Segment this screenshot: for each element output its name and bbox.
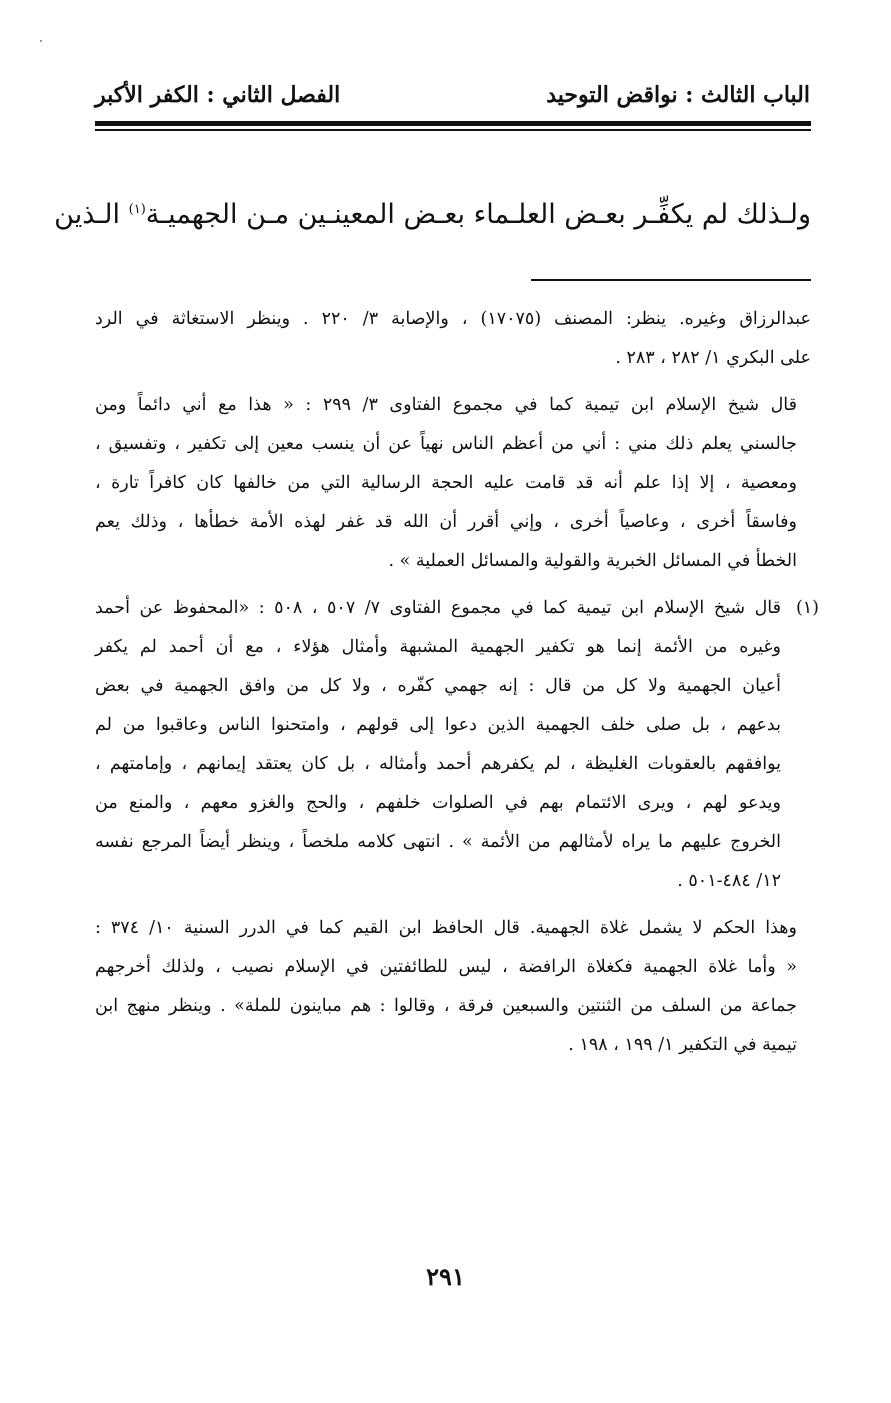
footnote-line: وفاسقاً أخرى ، وعاصياً أخرى ، وإني أقرر أن الله قد غفر لهذه الأمة خطأها ، وذلك يعم xyxy=(95,512,797,532)
footnote-line: وغيره من الأئمة إنما هو تكفير الجهمية المشبهة وأمثال هؤلاء ، مع أن أحمد لم يكفر xyxy=(95,637,781,657)
header-rule-thick xyxy=(95,121,811,126)
footnote-line: قال شيخ الإسلام ابن تيمية كما في مجموع الفتاوى ٣/ ٢٩٩ : « هذا مع أني دائماً ومن xyxy=(95,395,797,415)
main-text: ولـذلك لم يكفِّـر بعـض العلـماء بعـض المعينـين مـن الجهميـة xyxy=(145,199,811,230)
footnote-line: عبدالرزاق وغيره. ينظر: المصنف (١٧٠٧٥) ، والإصابة ٣/ ٢٢٠ . وينظر الاستغاثة في الرد xyxy=(95,309,811,329)
footnote-line: على البكري ١/ ٢٨٢ ، ٢٨٣ . xyxy=(615,348,811,368)
footnote-number: (١) xyxy=(795,598,819,618)
footnote-line: جالسني يعلم ذلك مني : أني من أعظم الناس نهياً عن أن ينسب معين إلى تكفير ، وتفسيق ، xyxy=(95,434,797,454)
running-header xyxy=(95,82,810,118)
chapter-title: الباب الثالث : نواقض التوحيد xyxy=(546,82,810,108)
footnote-1-body xyxy=(95,589,781,901)
footnote-line: ومعصية ، إلا إذا علم أنه قد قامت عليه الحجة الرسالية التي من خالفها كان كافراً تارة ، xyxy=(95,473,797,493)
header-rule-thin xyxy=(95,129,811,131)
footnote-1 xyxy=(95,589,819,901)
footnote-reference: (١) xyxy=(128,202,146,217)
footnote-separator xyxy=(531,279,811,281)
footnote-line: جماعة من السلف من الثنتين والسبعين فرقة ، وقالوا : هم مباينون للملة» . وينظر منهج ابن xyxy=(95,996,797,1016)
footnote-line: تيمية في التكفير ١/ ١٩٩ ، ١٩٨ . xyxy=(568,1035,797,1055)
footnote-line: ١٢/ ٤٨٤-٥٠١ . xyxy=(677,871,781,891)
main-text-line xyxy=(54,190,811,235)
footnote-continuation xyxy=(95,300,811,378)
footnote-line: « وأما غلاة الجهمية فكغلاة الرافضة ، ليس للطائفتين في الإسلام نصيب ، ولذلك أخرجهم xyxy=(95,957,797,977)
footnote-line: ويدعو لهم ، ويرى الائتمام بهم في الصلوات خلفهم ، والحج والغزو معهم ، والمنع من xyxy=(95,793,781,813)
footnote-ibn-qayyim xyxy=(95,909,811,1065)
footnote-line: يوافقهم بالعقوبات الغليظة ، لم يكفرهم أحمد وأمثاله ، بل كان يعتقد إيمانهم ، وإمامتهم ، xyxy=(95,754,781,774)
section-title: الفصل الثاني : الكفر الأكبر xyxy=(95,82,341,108)
footnote-line: وهذا الحكم لا يشمل غلاة الجهمية. قال الحافظ ابن القيم كما في الدرر السنية ١٠/ ٣٧٤ : xyxy=(95,918,797,938)
footnotes xyxy=(95,300,819,1065)
footnote-line: قال شيخ الإسلام ابن تيمية كما في مجموع الفتاوى ٧/ ٥٠٧ ، ٥٠٨ : «المحفوظ عن أحمد xyxy=(95,598,781,618)
footnote-line: بدعهم ، بل صلى خلف الجهمية الذين دعوا إلى قولهم ، وامتحنوا الناس وعاقبوا من لم xyxy=(95,715,781,735)
page-number: ٢٩١ xyxy=(426,1262,465,1291)
footnote-line: أعيان الجهمية ولا كل من قال : إنه جهمي كفّره ، ولا كل من وافق الجهمية في بعض xyxy=(95,676,781,696)
scan-speck xyxy=(40,40,42,42)
footnote-line: الخروج عليهم ما يراه لأمثالهم من الأئمة » . انتهى كلامه ملخصاً ، وينظر أيضاً المرجع نفسه xyxy=(95,832,781,852)
footnote-quote-ibn-taymiyya xyxy=(95,386,811,581)
footnote-line: الخطأ في المسائل الخبرية والقولية والمسائل العملية » . xyxy=(388,551,797,571)
main-text-end: الـذين xyxy=(54,199,121,230)
